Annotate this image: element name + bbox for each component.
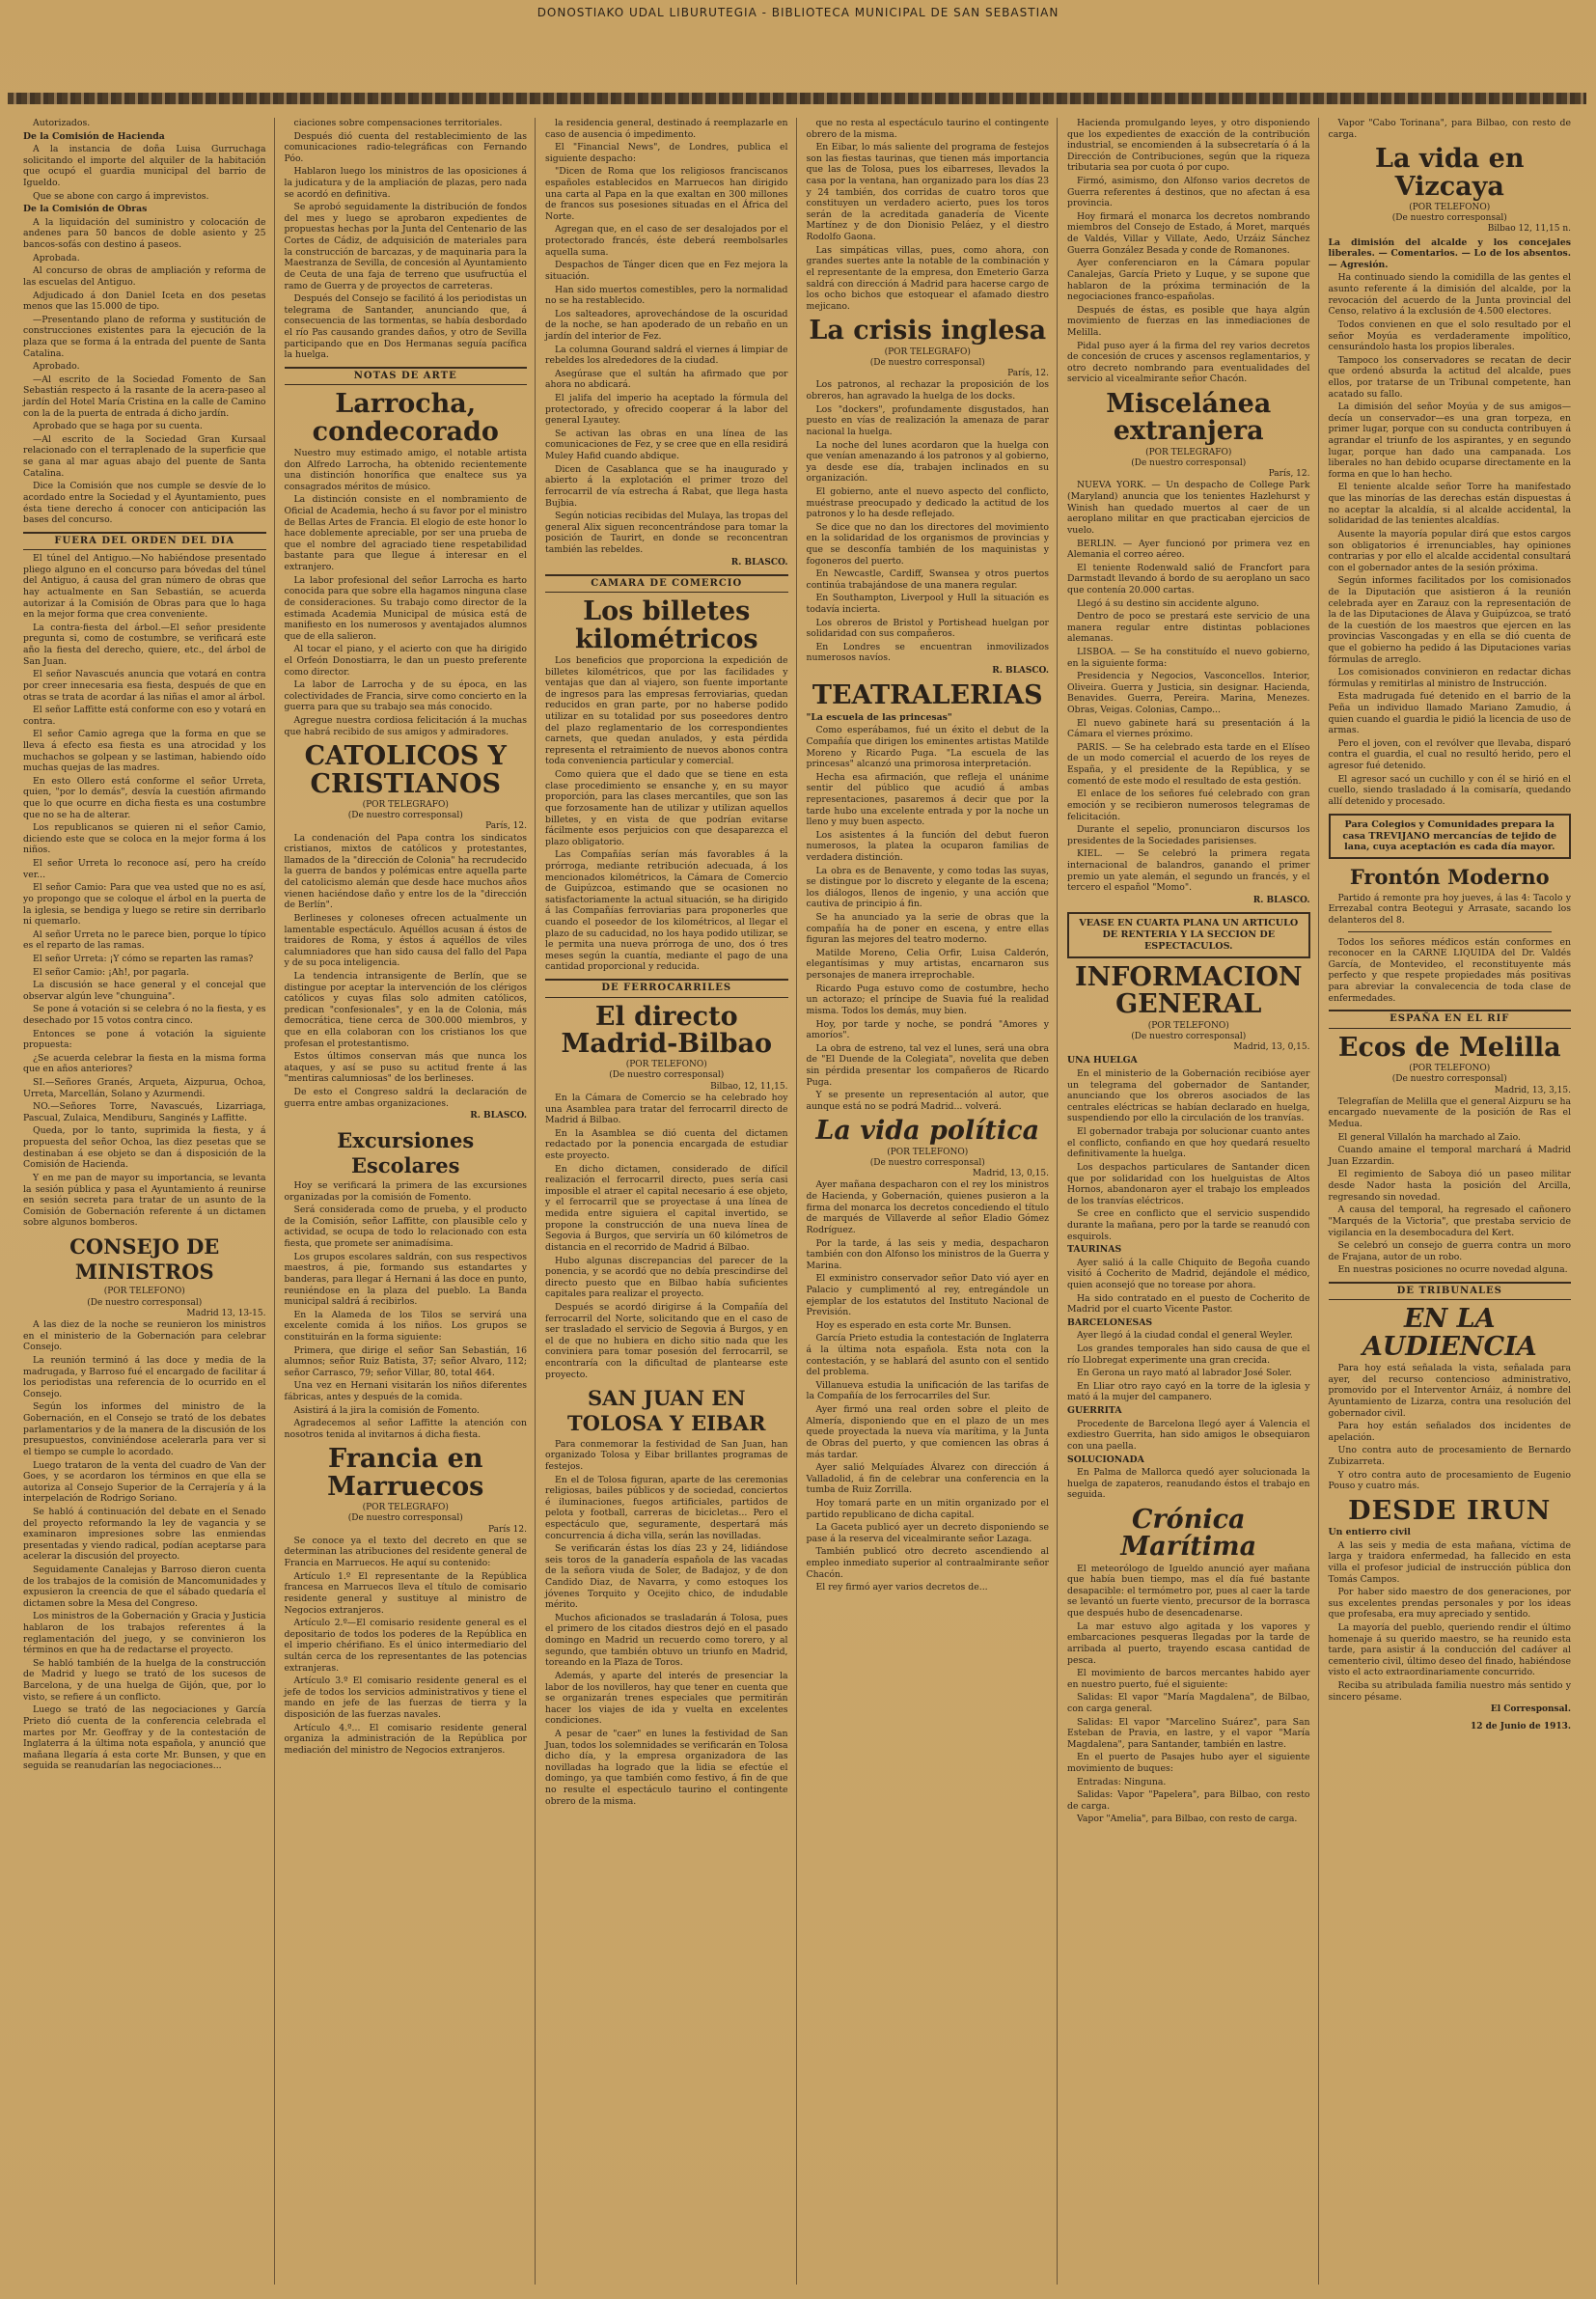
paragraph: Los grandes temporales han sido causa de que el río Llobregat experimente una gran crecida. [1067,1343,1310,1366]
paragraph: El señor Urreta: ¡Y cómo se reparten las ramas? [33,953,254,964]
paragraph: Despachos de Tánger dicen que en Fez mejora la situación. [545,260,788,282]
headline: Miscelánea extranjera [1106,389,1272,447]
dateline: Madrid, 13, 0,15. [1233,1042,1310,1053]
paragraph: Ausente la mayoría popular dirá que estos cargos son obligatorios é irrenunciables, hay opiniones contrarias y por ello el alcalde accidental consultará con el gobernador antes de la sesión próxima. [1328,528,1571,573]
paragraph: Dicen de Casablanca que se ha inaugurado y abierto á la explotación el primer trozo del ferrocarril de vía estrecha á Rabat, que llega hasta Bujbia. [545,463,788,509]
paragraph: También publicó otro decreto ascendiendo al empleo inmediato superior al contraalmirante señor Chacón. [806,1546,1049,1580]
signature: R. BLASCO. [470,1111,527,1122]
paragraph: Para hoy está señalada la vista, señalada para ayer, del recurso contencioso administrativo, promovido por el Interventor Arnáiz, á nombre del Ayuntamiento de Lizarza, contra una resolución del gobernador civil. [1328,1363,1571,1419]
top-ornament-rule [8,93,1586,104]
paragraph: Han sido muertos comestibles, pero la normalidad no se ha restablecido. [545,284,788,307]
paragraph: A la liquidación del suministro y colocación de andenes para 50 bancos de doble asiento y 25 bancos-sofás con destino á paseos. [23,216,266,251]
paragraph: El agresor sacó un cuchillo y con él se hirió en el cuello, siendo trasladado á la comisaría, quedando allí detenido y procesado. [1328,773,1571,807]
paragraph: De esto el Congreso saldrá la declaración de guerra entre ambas organizaciones. [284,1087,527,1109]
paragraph: Partido á remonte pra hoy jueves, á las 4: Tacolo y Errezabal contra Beotegui y Arrasate, sacando los delanteros del 8. [1328,892,1571,926]
paragraph: Pidal puso ayer á la firma del rey varios decretos de concesión de cruces y ascensos reglamentarios, y otro decreto nombrando para eventualidades del servicio al vicealmirante señor Chacón. [1067,340,1310,385]
paragraph: Ayer salió Melquíades Álvarez con dirección á Valladolid, á fin de celebrar una conferencia en la tumba de Ruiz Zorrilla. [806,1462,1049,1496]
paragraph: La obra de estreno, tal vez el lunes, será una obra de "El Duende de la Colegiata", novelita que deben sin pérdida presentar los compañeros de Ricardo Puga. [806,1042,1049,1088]
paragraph: Será considerada como de prueba, y el producto de la Comisión, señor Laffitte, con plausible celo y actividad, se ocupa de todo lo relacionado con esta fiesta, que promete ser animadísima. [284,1205,527,1250]
dateline: (POR TELEGRAFO) [1145,447,1232,457]
paragraph: Después se acordó dirigirse á la Compañía del ferrocarril del Norte, solicitando que en el caso de ser trasladado el servicio de Segovia á Burgos, y en el de que no hubiera en dicho sitio nada que les conviniera para tomar posesión del ferrocarril, se encontraría con la dificultad de plantearse este proyecto. [545,1301,788,1380]
paragraph: Y se presente un representación al autor, que aunque está no se podrá Madrid... volverá. [806,1090,1049,1112]
paragraph: Al tocar el piano, y el acierto con que ha dirigido el Orfeón Donostiarra, le dan un puesto preferente como director. [284,644,527,678]
column-6 [1325,118,1580,2285]
section-label: DE FERROCARRILES [545,979,788,998]
paragraph: Al concurso de obras de ampliación y reforma de las escuelas del Antiguo. [23,265,266,288]
paragraph: El general Villalón ha marchado al Zaio. [1337,1131,1521,1143]
paragraph: Una vez en Hernani visitarán los niños diferentes fábricas, antes y después de la comida. [284,1380,527,1402]
paragraph: Asegúrase que el sultán ha afirmado que por ahora no abdicará. [545,368,788,391]
paragraph: Se ha anunciado ya la serie de obras que la compañía ha de poner en escena, y entre ellas figuran las mejores del teatro moderno. [806,912,1049,946]
paragraph: Los comisionados convinieron en redactar dichas fórmulas y remitirlas al ministro de Instrucción. [1328,667,1571,689]
paragraph: Hoy es esperado en esta corte Mr. Bunsen. [815,1319,1012,1331]
paragraph: La distinción consiste en el nombramiento de Oficial de Academia, hecho á su favor por el ministro de Bellas Artes de Francia. El elogio de este honor lo hace doblemente apreciable, por ser una prueba de que el nombre del agraciado tiene respetabilidad bastante para que llegue á interesar en el extranjero. [284,494,527,573]
paragraph: El jalifa del imperio ha aceptado la fórmula del protectorado, y ofrecido cooperar á la labor del general Lyautey. [545,393,788,427]
paragraph: Vapor "Cabo Torinana", para Bilbao, con resto de carga. [1328,118,1571,140]
paragraph: Todos los señores médicos están conformes en reconocer en la CARNE LIQUIDA del Dr. Valdés García, de Montevideo, el reconstituyente más perfecto y que respete propiedades más positivas para abreviar la convalecencia de toda clase de enfermedades. [1328,936,1571,1004]
paragraph: La condenación del Papa contra los sindicatos cristianos, mixtos de católicos y protestantes, llamados de la "dirección de Colonia" ha recrudecido la guerra de bandos y polémicas entre aquella parte del catolicismo alemán que desde hace muchos años vienen haciéndose daño y entre los de la "dirección de Berlín". [284,832,527,911]
dateline: (De nuestro corresponsal) [609,1070,725,1081]
paragraph: Los asistentes á la función del debut fueron numerosos, la platea la ocuparon familias de verdadera distinción. [806,829,1049,863]
paragraph: Hubo algunas discrepancias del parecer de la ponencia, y se acordó que no debía prescindirse del directo puesto que en Bilbao había suficientes capitales para realizar el proyecto. [545,1255,788,1300]
paragraph: NO.—Señores Torre, Navascués, Lizarriaga, Pascual, Zulaica, Mendiburu, Sanginés y Laffitte. [23,1101,266,1123]
headline: TEATRALERIAS [812,680,1043,711]
paragraph: El señor Laffitte está conforme con eso y votará en contra. [23,705,266,727]
paragraph: Todos convienen en que el solo resultado por el señor Moyúa es verdaderamente impolítico, censurándolo hasta los propios liberales. [1328,319,1571,353]
paragraph: Los salteadores, aprovechándose de la oscuridad de la noche, se han apoderado de un rebaño en un jardín del interior de Fez. [545,308,788,342]
paragraph: El "Financial News", de Londres, publica el siguiente despacho: [545,142,788,164]
paragraph: Salidas: El vapor "María Magdalena", de Bilbao, con carga general. [1067,1692,1310,1714]
subheading: Un entierro civil [1328,1527,1411,1538]
paragraph: Llegó á su destino sin accidente alguno. [1077,597,1259,609]
paragraph: Aprobada. [33,252,80,263]
paragraph: Queda, por lo tanto, suprimida la fiesta, y á propuesta del señor Ochoa, las diez pesetas que se destinaban á ese objeto se dan á disposición de la Comisión de Hacienda. [23,1125,266,1171]
paragraph: Las Compañías serían más favorables á la prórroga, mediante retribución adecuada, á los mencionados kilométricos, la Cámara de Comercio de Guipúzcoa, estimando que se ocasionen no satisfactoriamente la actual situación, se ha dirigido á las Compañías ferroviarias para proponerles que cuando el poseedor de los kilométricos, al llegar el plazo de su caducidad, no los haya podido utilizar, se le permita una nueva prórroga de uno, dos ó tres meses según la cuantía, mediante el pago de una cantidad proporcional y reducida. [545,849,788,973]
dateline: Bilbao, 12, 11,15. [710,1081,788,1092]
headline: DESDE IRUN [1348,1495,1552,1526]
paragraph: Se verificarán éstas los días 23 y 24, lidiándose seis toros de la ganadería española de las vacadas de la señora viuda de Soler, de Badajoz, y de don Candido Diaz, de Navarra, y como estoques los jóvenes Torquito y Ocejito chico, de indudable mérito. [545,1543,788,1611]
dateline: (POR TELEFONO) [103,1287,185,1297]
paragraph: En nuestras posiciones no ocurre novedad alguna. [1337,1264,1568,1276]
paragraph: A las diez de la noche se reunieron los ministros en el ministerio de la Gobernación para celebrar Consejo. [23,1319,266,1353]
paragraph: Se conoce ya el texto del decreto en que se determinan las atribuciones del residente general de Francia en Marruecos. He aquí su contenido: [284,1535,527,1569]
paragraph: Procedente de Barcelona llegó ayer á Valencia el exdiestro Guerrita, han sido amigos le obsequiaron con una paella. [1067,1418,1310,1452]
paragraph: Los patronos, al rechazar la proposición de los obreros, han agravado la huelga de los docks. [806,379,1049,402]
dateline: (De nuestro corresponsal) [87,1297,203,1308]
signature: 12 de Junio de 1913. [1470,1721,1571,1731]
paragraph: En esto Ollero está conforme el señor Urreta, quien, "por lo demás", desvía la cuestión afirmando que lo que ocurre en dicha fiesta es una costumbre que no se ha de alterar. [23,775,266,820]
section-label: DE TRIBUNALES [1329,1282,1572,1301]
paragraph: Hecha esa afirmación, que refleja el unánime sentir del público que acudió á ambas representaciones, pasaremos á decir que por la tarde hubo una excelente entrada y por la noche un lleno y muy buen aspecto. [806,771,1049,828]
paragraph: Se celebró un consejo de guerra contra un moro de Frajana, autor de un robo. [1328,1240,1571,1262]
paragraph: Pero el joven, con el revólver que llevaba, disparó contra el guardia, el cual no resultó herido, pero el agresor fué detenido. [1328,737,1571,772]
paragraph: Matilde Moreno, Celia Orfir, Luisa Calderón, elegantísimas y muy artistas, encarnaron sus personajes de manera irreprochable. [806,947,1049,982]
advertisement-box: VEASE EN CUARTA PLANA UN ARTICULO DE RENTERIA Y LA SECCION DE ESPECTACULOS. [1067,912,1310,958]
paragraph: Según los informes del ministro de la Gobernación, en el Consejo se trató de los debates parlamentarios y de la manera de la discusión de los presupuestos, conviniéndose acelerarla para ver si el tiempo se cumple lo acordado. [23,1401,266,1457]
subheading: De la Comisión de Hacienda [23,130,165,142]
paragraph: En Palma de Mallorca quedó ayer solucionada la huelga de zapateros, reanudando éstos el trabajo en seguida. [1067,1467,1310,1501]
dateline: París 12. [488,1524,527,1535]
paragraph: Los despachos particulares de Santander dicen que por solidaridad con los huelguistas de Altos Hornos, abandonaron ayer el trabajo los empleados de los tranvías eléctricos. [1067,1161,1310,1206]
paragraph: Reciba su atribulada familia nuestro más sentido y sincero pésame. [1328,1680,1571,1703]
paragraph: NUEVA YORK. — Un despacho de College Park (Maryland) anuncia que los tenientes Hazlehurst y Winish han quedado muertos al caer de un aeroplano militar en que practicaban ejercicios de vuelo. [1067,480,1310,536]
paragraph: Aprobado que se haga por su cuenta. [33,421,203,432]
paragraph: Nuestro muy estimado amigo, el notable artista don Alfredo Larrocha, ha obtenido recientemente una distinción honorífica que enaltece sus ya consagrados méritos de músico. [284,447,527,492]
paragraph: Ayer conferenciaron en la Cámara popular Canalejas, García Prieto y Luque, y se supone que hablaron de la próxima terminación de la negociaciones franco-españolas. [1067,258,1310,303]
paragraph: García Prieto estudia la contestación de Inglaterra á la última nota española. Esta nota con la contestación, y se hablará del asunto con el sentido del problema. [806,1333,1049,1378]
dateline: (POR TELEGRAFO) [362,1503,449,1513]
paragraph: El regimiento de Saboya dió un paseo militar desde Nador hasta la posición del Arcilla, regresando sin novedad. [1328,1169,1571,1203]
paragraph: Se aprobó seguidamente la distribución de fondos del mes y luego se aprobaron expedientes de propuestas hechas por la Junta del Centenario de las Cortes de Cádiz, de adquisición de materiales para la construcción de barcazas, y de maquinaria para la Maestranza de Sevilla, de concesión al Ayuntamiento de Ceuta de una faja de terreno que usufructúa el ramo de Guerra y de proyectos de carreteras. [284,202,527,291]
paragraph: El señor Urreta lo reconoce así, pero ha creído ver... [23,858,266,880]
dateline: París, 12. [485,821,527,832]
paragraph: A pesar de "caer" en lunes la festividad de San Juan, todos los solemnidades se verificarán en Tolosa dicho día, y la empresa organizadora de las novilladas ha logrado que la lidia se efectúe el domingo, ya que también como festivo, á fin de que no resulte el espectáculo taurino el contingente obrero de la misma. [545,1728,788,1807]
paragraph: En el de Tolosa figuran, aparte de las ceremonias religiosas, bailes públicos y de sociedad, conciertos é iluminaciones, fuegos artificiales, partidos de pelota y football, carreras de bicicletas... Pero el espectáculo que, seguramente, despertará más concurrencia á dicha villa, serán las novilladas. [545,1474,788,1541]
paragraph: LISBOA. — Se ha constituído el nuevo gobierno, en la siguiente forma: [1067,646,1310,669]
headline: CATOLICOS Y CRISTIANOS [304,741,507,799]
paragraph: Hablaron luego los ministros de las oposiciones á la judicatura y de la ampliación de plazas, pero nada se acordó en definitiva. [284,166,527,200]
paragraph: ciaciones sobre compensaciones territoriales. [293,118,503,128]
paragraph: Artículo 2.º—El comisario residente general es el depositario de todos los poderes de la República en el imperio chérifiano. Es el único intermediario del sultán cerca de los representantes de las potencias extranjeras. [284,1618,527,1674]
headline: Los billetes kilométricos [574,596,758,654]
headline: Ecos de Melilla [1337,1032,1561,1063]
paragraph: Artículo 4.º... El comisario residente general organiza la administración de la República por mediación del ministro de Negocios extranjeros. [284,1722,527,1756]
paragraph: Artículo 1.º El representante de la República francesa en Marruecos lleva el título de comisario residente general y sustituye al ministro de Negocios extranjeros. [284,1570,527,1616]
paragraph: En Gerona un rayo mató al labrador José Soler. [1077,1368,1292,1379]
paragraph: Hoy tomará parte en un mitin organizado por el partido republicano de dicha capital. [806,1497,1049,1520]
paragraph: Los ministros de la Gobernación y Gracia y Justicia hablaron de los trabajos referentes á la reglamentación del juego, y se convinieron los términos en que ha de redactarse el proyecto. [23,1611,266,1656]
subheading: La dimisión del alcalde y los concejales liberales. — Comentarios. — Lo de los absentos. — Agresión. [1328,236,1571,270]
paragraph: Según informes facilitados por los comisionados de la Diputación que asistieron á la reunión celebrada ayer en Zarauz con la representación de la de las Diputaciones de Álava y Guipúzcoa, se trató de la cuestión de los maestros que ejercen en las provincias Vascongadas y en ella se dió cuenta de que el gobierno ha pedido á las Diputaciones varias fórmulas de arreglo. [1328,575,1571,665]
paragraph: Al señor Urreta no le parece bien, porque lo típico es el reparto de las ramas. [23,928,266,952]
headline: Crónica Marítima [1120,1504,1257,1563]
paragraph: En Southampton, Liverpool y Hull la situación es todavía incierta. [806,593,1049,616]
paragraph: Autorizados. [33,118,91,128]
paragraph: Ricardo Puga estuvo como de costumbre, hecho un actorazo; el príncipe de Suavia fué la realidad misma. Todos los demás, muy bien. [806,983,1049,1016]
paragraph: El señor Camio: Para que vea usted que no es así, yo propongo que se coloque el árbol en la puerta de la iglesia, se bendiga y luego se retire sin derribarlo ni quemarlo. [23,882,266,928]
dateline: (De nuestro corresponsal) [347,1513,463,1524]
paragraph: Telegrafían de Melilla que el general Aizpuru se ha encargado nuevamente de la posición de Ras el Medua. [1328,1095,1571,1130]
paragraph: Para conmemorar la festividad de San Juan, han organizado Tolosa y Eibar brillantes programas de festejos. [545,1438,788,1472]
paragraph: Después dió cuenta del restablecimiento de las comunicaciones radio-telegráficas con Fernando Póo. [284,130,527,164]
paragraph: Se habló también de la huelga de la construcción de Madrid y luego se trató de los sucesos de Barcelona, y de una huelga de Gijón, que, por lo visto, se refiere á un conflicto. [23,1657,266,1703]
paragraph: Esta madrugada fué detenido en el barrio de la Peña un individuo llamado Mariano Zamudio, á quien cuando el guardia le pidió la licencia de uso de armas. [1328,691,1571,736]
dateline: Madrid 13, 13-15. [186,1308,266,1318]
paragraph: La Gaceta publicó ayer un decreto disponiendo se pase á la reserva del vicealmirante señor Lazaga. [806,1522,1049,1544]
columns [19,118,1579,2285]
paragraph: Que se abone con cargo á imprevistos. [33,190,209,202]
subheading: De la Comisión de Obras [23,204,148,215]
paragraph: La obra es de Benavente, y como todas las suyas, se distingue por lo discreto y elegante de la escena; los diálogos, llenos de ingenio, y una acción que cautiva de principio á fin. [806,865,1049,910]
paragraph: "Dicen de Roma que los religiosos franciscanos españoles establecidos en Marruecos han dirigido una carta al Papa en la que exaltan en 300 millones de francos sus posesiones situadas en el África del Norte. [545,166,788,222]
headline: Excursiones Escolares [337,1127,475,1177]
paragraph: Vapor "Amelia", para Bilbao, con resto de carga. [1077,1814,1298,1825]
paragraph: —Presentando plano de reforma y sustitución de construcciones existentes para la ejecución de la plaza que se forma á la entrada del puente de Santa Catalina. [23,314,266,359]
subheading: BARCELONESAS [1067,1316,1153,1328]
paragraph: El rey firmó ayer varios decretos de... [815,1582,988,1593]
paragraph: Hoy, por tarde y noche, se pondrá "Amores y amoríos". [806,1018,1049,1041]
dateline: (De nuestro corresponsal) [1131,1031,1247,1041]
paragraph: Agregue nuestra cordiosa felicitación á la muchas que habrá recibido de sus amigos y admiradores. [284,715,527,737]
paragraph: Muchos aficionados se trasladarán á Tolosa, pues el primero de los citados diestros dejó en el pasado domingo en Madrid un recuerdo como torero, y al segundo, que también obtuvo un triunfo en Madrid, toreando en la Plaza de Toros. [545,1612,788,1669]
paragraph: En Newcastle, Cardiff, Swansea y otros puertos continúa trabajándose de una manera regular. [806,568,1049,591]
dateline: París, 12. [1007,369,1049,379]
column-2 [281,118,537,2285]
section-label: FUERA DEL ORDEN DEL DIA [23,532,266,551]
paragraph: la residencia general, destinado á reemplazarle en caso de ausencia ó impedimento. [545,118,788,140]
paragraph: La dimisión del señor Moyúa y de sus amigos—decía un conservador—es una gran torpeza, en primer lugar, porque con su conducta contribuyen á agrandar el triunfo de los aspirantes, y en segundo lugar, porque han dado una campanada. Los liberales no han debido ocuparse directamente en la forma en que lo han hecho. [1328,402,1571,480]
paragraph: Asistirá á la jira la comisión de Fomento. [293,1404,480,1416]
signature: R. BLASCO. [992,666,1049,677]
paragraph: ¿Se acuerda celebrar la fiesta en la misma forma que en años anteriores? [23,1052,266,1075]
paragraph: En la Alameda de los Tilos se servirá una excelente comida á los niños. Los grupos se constituirán en la forma siguiente: [284,1309,527,1343]
paragraph: Se pone á votación si se celebra ó no la fiesta, y es desechado por 15 votos contra cinco. [23,1004,266,1026]
paragraph: La mayoría del pueblo, queriendo rendir el último homenaje á su querido maestro, se ha reunido esta tarde, para asistir á la conducción del cadáver al cementerio civil, último deseo del finado, habiéndose visto el acto extraordinariamente concurrido. [1328,1622,1571,1678]
paragraph: Villanueva estudia la unificación de las tarifas de la Compañía de los ferrocarriles del Sur. [806,1379,1049,1402]
paragraph: Los republicanos se quieren ni el señor Camio, diciendo este que se coloca en la mejor forma á los niños. [23,822,266,856]
headline: CONSEJO DE MINISTROS [69,1233,220,1285]
paragraph: Agradecemos al señor Laffitte la atención con nosotros tenida al invitarnos á dicha fiesta. [284,1418,527,1440]
section-label: CAMARA DE COMERCIO [545,574,788,594]
paragraph: El teniente alcalde señor Torre ha manifestado que las minorías de las derechas están dispuestas á no aceptar la alcaldía, si al alcalde accidental, la solidaridad de las tenientes alcaldías. [1328,482,1571,527]
paragraph: Durante el sepelio, pronunciaron discursos los presidentes de la Sociedades parisienses. [1067,824,1310,846]
paragraph: Los beneficios que proporciona la expedición de billetes kilométricos, que por las facilidades y ventajas que dan al viajero, son fuente importante de ingresos para las empresas ferroviarias, quedan reducidos en gran parte, por no haberse podido utilizar en su totalidad por sus poseedores dentro del plazo reglamentario de los correspondientes carnets, que quedan anulados, y esta pérdida representa el retraimiento de nuevos abonos contra toda conveniencia particular y comercial. [545,654,788,767]
dateline: Bilbao 12, 11,15 n. [1487,224,1571,235]
headline: Larrocha, condecorado [312,389,499,447]
paragraph: En Londres se encuentran inmovilizados numerosos navíos. [806,641,1049,664]
paragraph: En la Asamblea se dió cuenta del dictamen redactado por la ponencia encargada de estudiar este proyecto. [545,1127,788,1162]
paragraph: Después del Consejo se facilitó á los periodistas un telegrama de Santander, anunciando que, á consecuencia de las tormentas, se había desbordado el río Pas causando grandes daños, y otro de Sevilla participando que en Dos Hermanas seguía pacífica la huelga. [284,293,527,361]
paragraph: En Lliar otro rayo cayó en la torre de la iglesia y mató á la mujer del campanero. [1067,1380,1310,1403]
dateline: (De nuestro corresponsal) [1391,213,1507,224]
paragraph: Hoy se verificará la primera de las excursiones organizadas por la comisión de Fomento. [284,1180,527,1203]
paragraph: Firmó, asimismo, don Alfonso varios decretos de Guerra referentes á destinos, que no afectan á esa provincia. [1067,176,1310,209]
paragraph: El movimiento de barcos mercantes habido ayer en nuestro puerto, fué el siguiente: [1067,1668,1310,1690]
paragraph: En Eibar, lo más saliente del programa de festejos son las fiestas taurinas, que tienen más importancia que las de Tolosa, pues los eibarreses, llevados la casa por la ventana, han organizado para los días 23 y 24 también, dos corridas de cuatro toros que constituyen un verdadero acierto, pues los toros serán de la acreditada ganadería de Vicente Martínez y de don Dionisio Peláez, y el diestro Rodolfo Gaona. [806,142,1049,243]
paragraph: En la Cámara de Comercio se ha celebrado hoy una Asamblea para tratar del ferrocarril directo de Madrid á Bilbao. [545,1092,788,1126]
subheading: GUERRITA [1067,1405,1122,1417]
column-5 [1063,118,1319,2285]
paragraph: Los grupos escolares saldrán, con sus respectivos maestros, á pie, formando sus estandartes y banderas, para llegar á Hernani á las doce en punto, reuniéndose en la plaza del pueblo. La Banda municipal saldrá á recibirlos. [284,1251,527,1308]
paragraph: Como esperábamos, fué un éxito el debut de la Compañía que dirigen los eminentes artistas Matilde Moreno y Ricardo Puga. "La escuela de las princesas" alcanzó una primorosa interpretación. [806,725,1049,770]
signature: R. BLASCO. [730,557,788,568]
paragraph: Después de éstas, es posible que haya algún movimiento de fuerzas en las inmediaciones de Melilla. [1067,304,1310,338]
dateline: (POR TELEFONO) [887,1147,969,1157]
paragraph: Además, y aparte del interés de presenciar la labor de los novilleros, hay que tener en cuenta que se organizarán trenes especiales que permitirán hacer los viajes de ida y vuelta en excelentes condiciones. [545,1670,788,1727]
paragraph: Luego se trató de las negociaciones y García Prieto dió cuenta de la conferencia celebrada el martes por Mr. Geoffray y de la contestación de Inglaterra á la última nota española, y anunció que mañana llegaría á esta corte Mr. Bunsen, y que en seguida se reanudarían las negociaciones... [23,1704,266,1772]
paragraph: El señor Navascués anuncia que votará en contra por creer innecesaria esa fiesta, después de que en otras se trata de acordar á las niñas el amor al árbol. [23,669,266,703]
paragraph: Se cree en conflicto que el servicio suspendido durante la mañana, pero por la tarde se reanudó con esquirols. [1067,1208,1310,1242]
paragraph: Para hoy están señalados dos incidentes de apelación. [1328,1421,1571,1443]
paragraph: Luego trataron de la venta del cuadro de Van der Goes, y se acordaron los términos en que ella se autoriza al Consejo Superior de la Cerrajería y á la interpelación de Rodrigo Soriano. [23,1459,266,1505]
column-1 [19,118,275,2285]
paragraph: —Al escrito de la Sociedad Gran Kursaal relacionado con el terraplenado de la superficie que se gana al mar aguas abajo del puente de Santa Catalina. [23,433,266,479]
paragraph: Y en me pan de mayor su importancia, se levanta la sesión pública y pasa el Ayuntamiento á reunirse en sesión secreta para tratar de un asunto de la Comisión de Gobernación referente á un dictamen sobre algunos bomberos. [23,1172,266,1229]
dateline: (POR TELEFONO) [625,1060,707,1070]
headline: INFORMACION GENERAL [1074,961,1303,1020]
paragraph: Ayer firmó una real orden sobre el pleito de Almería, disponiendo que en el plazo de un mes quede proyectada la nueva vía marítima, y la Junta de Obras del puerto, y que comiencen las obras á más tardar. [806,1404,1049,1460]
paragraph: La labor de Larrocha y de su época, en las colectividades de Francia, sirve como concierto en la guerra para que su trabajo sea más conocido. [284,679,527,713]
paragraph: El enlace de los señores fué celebrado con gran emoción y se recibieron numerosos telegramas de felicitación. [1067,789,1310,822]
headline: Frontón Moderno [1349,865,1550,890]
paragraph: Seguidamente Canalejas y Barroso dieron cuenta de los trabajos de la comisión de Mancomunidades y expusieron la creencia de que el sábado quedaría el dictamen sobre la Mesa del Congreso. [23,1565,266,1609]
section-label: NOTAS DE ARTE [285,367,528,386]
paragraph: Primera, que dirige el señor San Sebastián, 16 alumnos; señor Ruiz Batista, 37; señor Alvaro, 112; señor Carrasco, 79; señor Villar, 80, total 464. [284,1344,527,1378]
paragraph: El nuevo gabinete hará su presentación á la Cámara el viernes próximo. [1067,717,1310,740]
headline: Francia en Marruecos [327,1444,484,1502]
paragraph: Ha continuado siendo la comidilla de las gentes el asunto referente á la dimisión del alcalde, por la revocación del acuerdo de la Junta provincial del Censo, relativo á la exclusión de 4.500 electores. [1328,272,1571,318]
paragraph: En el ministerio de la Gobernación recibióse ayer un telegrama del gobernador de Santander, anunciando que los obreros asociados de las centrales eléctricas se habían declarado en huelga, suspendiendo por ello la circulación de los tranvías. [1067,1068,1310,1124]
headline: La vida en Vizcaya [1375,144,1525,202]
paragraph: Los "dockers", profundamente disgustados, han puesto en vías de realización la amenaza de parar nacional la huelga. [806,403,1049,437]
paragraph: PARIS. — Se ha celebrado esta tarde en el Elíseo de un modo comercial el acuerdo de los reyes de España, y el presidente de la República, y se comentó de este modo el resultado de esta gestión. [1067,741,1310,787]
dateline: (De nuestro corresponsal) [1391,1074,1507,1085]
paragraph: El señor Camio agrega que la forma en que se lleva á efecto esa fiesta es una atrocidad y los muchachos se golpean y se lastiman, habiendo oído muchas quejas de las madres. [23,729,266,774]
headline: La crisis inglesa [809,316,1047,346]
paragraph: Dentro de poco se prestará este servicio de una manera regular entre distintas poblaciones alemanas. [1067,611,1310,645]
paragraph: Ayer salió á la calle Chiquito de Begoña cuando visitó á Cocherito de Madrid, dejándole el médico, quien aconsejó que no torease por ahora. [1067,1257,1310,1290]
paragraph: BERLIN. — Ayer funcionó por primera vez en Alemania el correo aéreo. [1067,538,1310,561]
paragraph: A las seis y media de esta mañana, víctima de larga y traidora enfermedad, ha fallecido en esta villa el profesor judicial de instrucción pública don Tomás Campos. [1328,1539,1571,1585]
headline: SAN JUAN EN TOLOSA Y EIBAR [567,1386,766,1436]
paragraph: Agregan que, en el caso de ser desalojados por el protectorado francés, éste deberá reembolsarles aquella suma. [545,224,788,258]
paragraph: El teniente Rodenwald salió de Francfort para Darmstadt llevando á bordo de su aeroplano un saco que contenía 20.000 cartas. [1067,562,1310,596]
paragraph: Entradas: Ninguna. [1077,1776,1167,1787]
divider [1348,931,1553,932]
dateline: (De nuestro corresponsal) [869,1157,985,1168]
paragraph: Ha sido contratado en el puesto de Cocherito de Madrid por el cuarto Vicente Pastor. [1067,1292,1310,1316]
subheading: TAURINAS [1067,1244,1122,1256]
dateline: París, 12. [1268,469,1310,480]
column-3 [541,118,797,2285]
paragraph: La noche del lunes acordaron que la huelga con que venían amenazando á los patronos y al gobierno, ya desde ese día, trabajen inclinados en su organización. [806,439,1049,485]
paragraph: La labor profesional del señor Larrocha es harto conocida para que sobre ella hagamos ninguna clase de consideraciones. Su trabajo como director de la estimada Academia Municipal de música está de manifiesto en los numerosos y aventajados alumnos que de ella salieron. [284,574,527,642]
paragraph: Se habló á continuación del debate en el Senado del proyecto reformando la ley de vagancia y se examinaron impresiones sobre las enmiendas presentadas y viendo radical, podían aceptarse para acelerar la discusión del proyecto. [23,1506,266,1563]
paragraph: A la instancia de doña Luisa Gurruchaga solicitando el importe del alquiler de la habitación que ocupó el guardia municipal del barrio de Igueldo. [23,144,266,189]
signature: El Corresponsal. [1490,1704,1571,1715]
paragraph: Según noticias recibidas del Mulaya, las tropas del general Alix siguen reconcentrándose para tomar la posición de Taurirt, en donde se reconcentran también las rebeldes. [545,511,788,555]
paragraph: La contra-fiesta del árbol.—El señor presidente pregunta si, como de costumbre, se verificará este año la fiesta del derecho, quiere, etc., del árbol de San Juan. [23,622,266,667]
section-label: ESPAÑA EN EL RIF [1329,1010,1572,1029]
paragraph: El gobernador trabaja por solucionar cuanto antes el conflicto, confiando en que hoy quedará resuelto definitivamente la huelga. [1067,1126,1310,1160]
dateline: (De nuestro corresponsal) [869,357,985,368]
paragraph: Por haber sido maestro de dos generaciones, por sus excelentes prendas personales y por los ideas que profesaba, era muy apreciado y sentido. [1328,1587,1571,1620]
paragraph: La columna Gourand saldrá el viernes á limpiar de rebeldes los alrededores de la ciudad. [545,344,788,367]
paragraph: Salidas: Vapor "Papelera", para Bilbao, con resto de carga. [1067,1789,1310,1812]
paragraph: En el puerto de Pasajes hubo ayer el siguiente movimiento de buques: [1067,1752,1310,1775]
paragraph: La reunión terminó á las doce y media de la madrugada, y Barroso fué el encargado de facilitar á los periodistas una referencia de lo ocurrido en el Consejo. [23,1355,266,1399]
paragraph: Dice la Comisión que nos cumple se desvíe de lo acordado entre la Sociedad y el Ayuntamiento, pues ésta tiene derecho á conocer con anticipación las bases del concurso. [23,481,266,526]
paragraph: Cuando amaine el temporal marchará á Madrid Juan Ezzardin. [1328,1145,1571,1167]
paragraph: Tampoco los conservadores se recatan de decir que ordenó absurda la actitud del alcalde, pues ellos, por tratarse de un Tribunal competente, han acatado su fallo. [1328,354,1571,400]
paragraph: que no resta al espectáculo taurino el contingente obrero de la misma. [806,118,1049,140]
paragraph: La discusión se hace general y el concejal que observar algún leve "chunguina". [23,980,266,1002]
paragraph: SI.—Señores Granés, Arqueta, Aizpurua, Ochoa, Urreta, Marcellán, Solano y Azurmendi. [23,1077,266,1099]
paragraph: Ayer mañana despacharon con el rey los ministros de Hacienda, y Gobernación, quienes pusieron a la firma del monarca los decretos concediendo el título de marqués de Villaverde al señor Eladio Gómez Rodríguez. [806,1179,1049,1235]
paragraph: Salidas: El vapor "Marcelino Suárez", para San Esteban de Pravia, en lastre, y el vapor "María Magdalena", para Santander, también en lastre. [1067,1716,1310,1750]
paragraph: Se dice que no dan los directores del movimiento en la solidaridad de los organismos de provincias y que se desconfía también de los maquinistas y fogoneros del puerto. [806,521,1049,567]
paragraph: Presidencia y Negocios, Vasconcellos. Interior, Oliveira. Guerra y Justicia, sin designar. Hacienda, Benavides. Guerra, Pereira. Marina, Menezes. Obras, Veigas. Colonias, Campo... [1067,671,1310,716]
paragraph: Entonces se pone á votación la siguiente propuesta: [23,1028,266,1051]
dateline: (POR TELEFONO) [1147,1020,1229,1031]
paragraph: Ayer llegó á la ciudad condal el general Weyler. [1077,1330,1293,1342]
column-4 [803,118,1059,2285]
paragraph: Las simpáticas villas, pues, como ahora, con grandes suertes ante la notable de la combinación y el representante de la empresa, don Emeterio Garza saldrá con dirección á Madrid para hacerse cargo de los ocho bichos que estoquear el afamado diestro mejicano. [806,244,1049,312]
headline: La vida política [815,1116,1040,1147]
paragraph: La tendencia intransigente de Berlín, que se distingue por aceptar la intervención de los clérigos católicos y cuyas filas solo admiten católicos, predican "confesionales", y en la de Colonia, más democrática, tiene cerca de 300.000 miembros, y que en ella colaboran con los cristianos los que profesan el protestantismo. [284,970,527,1049]
paragraph: Estos últimos conservan más que nunca los ataques, y así se puso su actitud frente á las "mentiras calumniosas" de los berlineses. [284,1051,527,1085]
dateline: (De nuestro corresponsal) [1131,457,1247,468]
paragraph: Los obreros de Bristol y Portishead huelgan por solidaridad con sus compañeros. [806,617,1049,640]
dateline: Madrid, 13, 3,15. [1494,1085,1571,1095]
paragraph: —Al escrito de la Sociedad Fomento de San Sebastián respecto á la rasante de la acera-paseo al jardín del Hotel María Cristina en la calle de Camino con la de la puerta de entrada á dicho jardín. [23,374,266,419]
paragraph: En dicho dictamen, considerado de difícil realización el ferrocarril directo, pues sería casi imposible el atraer el capital necesario á ese objeto, y el ferrocarril que se proyectase á una línea de medida entre siguiera el capital invertido, se propone la construcción de una nueva línea de Segovia á Burgos, que serviría un 60 kilómetros de distancia en el recorrido de Madrid á Bilbao. [545,1163,788,1253]
paragraph: KIEL. — Se celebró la primera regata internacional de balandros, ganando el primer premio un yate alemán, el segundo un francés, y el tercero el español "Momo". [1067,848,1310,894]
paragraph: El señor Camio: ¡Ah!, por pagarla. [33,966,190,978]
paragraph: El túnel del Antiguo.—No habiéndose presentado pliego alguno en el concurso para bóvedas del túnel del Antiguo, á causa del gran número de obras que hay actualmente en San Sebastián, se acuerda autorizar á la Comisión de Obras para que lo haga en la mejor forma que crea conveniente. [23,553,266,621]
dateline: (De nuestro corresponsal) [347,811,463,821]
paragraph: Como quiera que el dado que se tiene en esta clase procedimiento se ensanche y, en su mayor proporción, para las clases mercantiles, que son las que forzosamente han de utilizar y utilizan aquellos billetes, y en vista de que podrían evitarse fácilmente esos perjuicios con que desaparezca el plazo obligatorio. [545,769,788,847]
paragraph: A causa del temporal, ha regresado el cañonero "Marqués de la Victoria", que prestaba servicio de vigilancia en la desembocadura del Kert. [1328,1205,1571,1238]
subheading: UNA HUELGA [1067,1055,1138,1066]
subheading: SOLUCIONADA [1067,1454,1144,1465]
headline: El directo Madrid-Bilbao [561,1001,773,1059]
dateline: (POR TELEFONO) [1409,1064,1491,1074]
dateline: (POR TELEGRAFO) [884,346,971,357]
dateline: (POR TELEFONO) [1409,202,1491,212]
paragraph: La mar estuvo algo agitada y los vapores y embarcaciones pesqueras llegadas por la tarde de arribada al puerto, trayendo escasa cantidad de pesca. [1067,1620,1310,1666]
paragraph: El exministro conservador señor Dato vió ayer en Palacio y cumplimentó al rey, entregándole un ejemplar de los estatutos del Instituto Nacional de Previsión. [806,1273,1049,1318]
paragraph: Adjudicado á don Daniel Iceta en dos pesetas menos que las 15.000 de tipo. [23,290,266,313]
dateline: (POR TELEGRAFO) [362,799,449,810]
paragraph: Artículo 3.º El comisario residente general es el jefe de todos los servicios administrativos y tiene el mando en jefe de las fuerzas de tierra y la disposición de las fuerzas navales. [284,1676,527,1721]
paragraph: Hoy firmará el monarca los decretos nombrando miembros del Consejo de Estado, á Moret, marqués de Valdés, Villar y Villate, Aedo, Urzáiz Sánchez Guerra González Besada y conde de Romanones. [1067,210,1310,256]
paragraph: El meteorólogo de Igueldo anunció ayer mañana que había buen tiempo, mas el día fué bastante desapacible: el termómetro por, pues al caer la tarde se levantó un fuerte viento, precursor de la borrasca que después hubo de desencadenarse. [1067,1563,1310,1620]
paragraph: Hacienda promulgando leyes, y otro disponiendo que los expedientes de exacción de la contribución industrial, se encomienden á la subsecretaría ó á la Dirección de Contribuciones, según que la riqueza tributaria sea por cuota ó por cupo. [1067,118,1310,174]
dateline: Madrid, 13, 0,15. [972,1169,1049,1179]
signature: R. BLASCO. [1252,895,1310,905]
library-attribution: DONOSTIAKO UDAL LIBURUTEGIA - BIBLIOTECA MUNICIPAL DE SAN SEBASTIAN [537,6,1059,19]
paragraph: Aprobado. [33,361,80,373]
paragraph: Se activan las obras en una línea de las comunicaciones de Fez, y se cree que en ella residirá Muley Hafid cuando abdique. [545,428,788,462]
paragraph: Por la tarde, á las seis y media, despacharon también con don Alfonso los ministros de la Guerra y Marina. [806,1237,1049,1271]
advertisement-box: Para Colegios y Comunidades prepara la casa TREVIJANO mercancías de tejido de lana, cuya aceptación es cada día mayor. [1329,814,1572,860]
headline: EN LA AUDIENCIA [1362,1304,1537,1362]
paragraph: Berlineses y coloneses ofrecen actualmente un lamentable espectáculo. Aquéllos acusan á éstos de traidores de Roma, y éstos á aquéllos de viles calumniadores que han sido causa del fallo del Papa y de su poca inteligencia. [284,912,527,969]
paragraph: Uno contra auto de procesamiento de Bernardo Zubizarreta. [1328,1445,1571,1467]
paragraph: Y otro contra auto de procesamiento de Eugenio Pouso y cuatro más. [1328,1469,1571,1492]
subheading: "La escuela de las princesas" [806,711,952,723]
paragraph: El gobierno, ante el nuevo aspecto del conflicto, muéstrase preocupado y dedicado la actitud de los patronos y lo ha desde reflejado. [806,485,1049,520]
